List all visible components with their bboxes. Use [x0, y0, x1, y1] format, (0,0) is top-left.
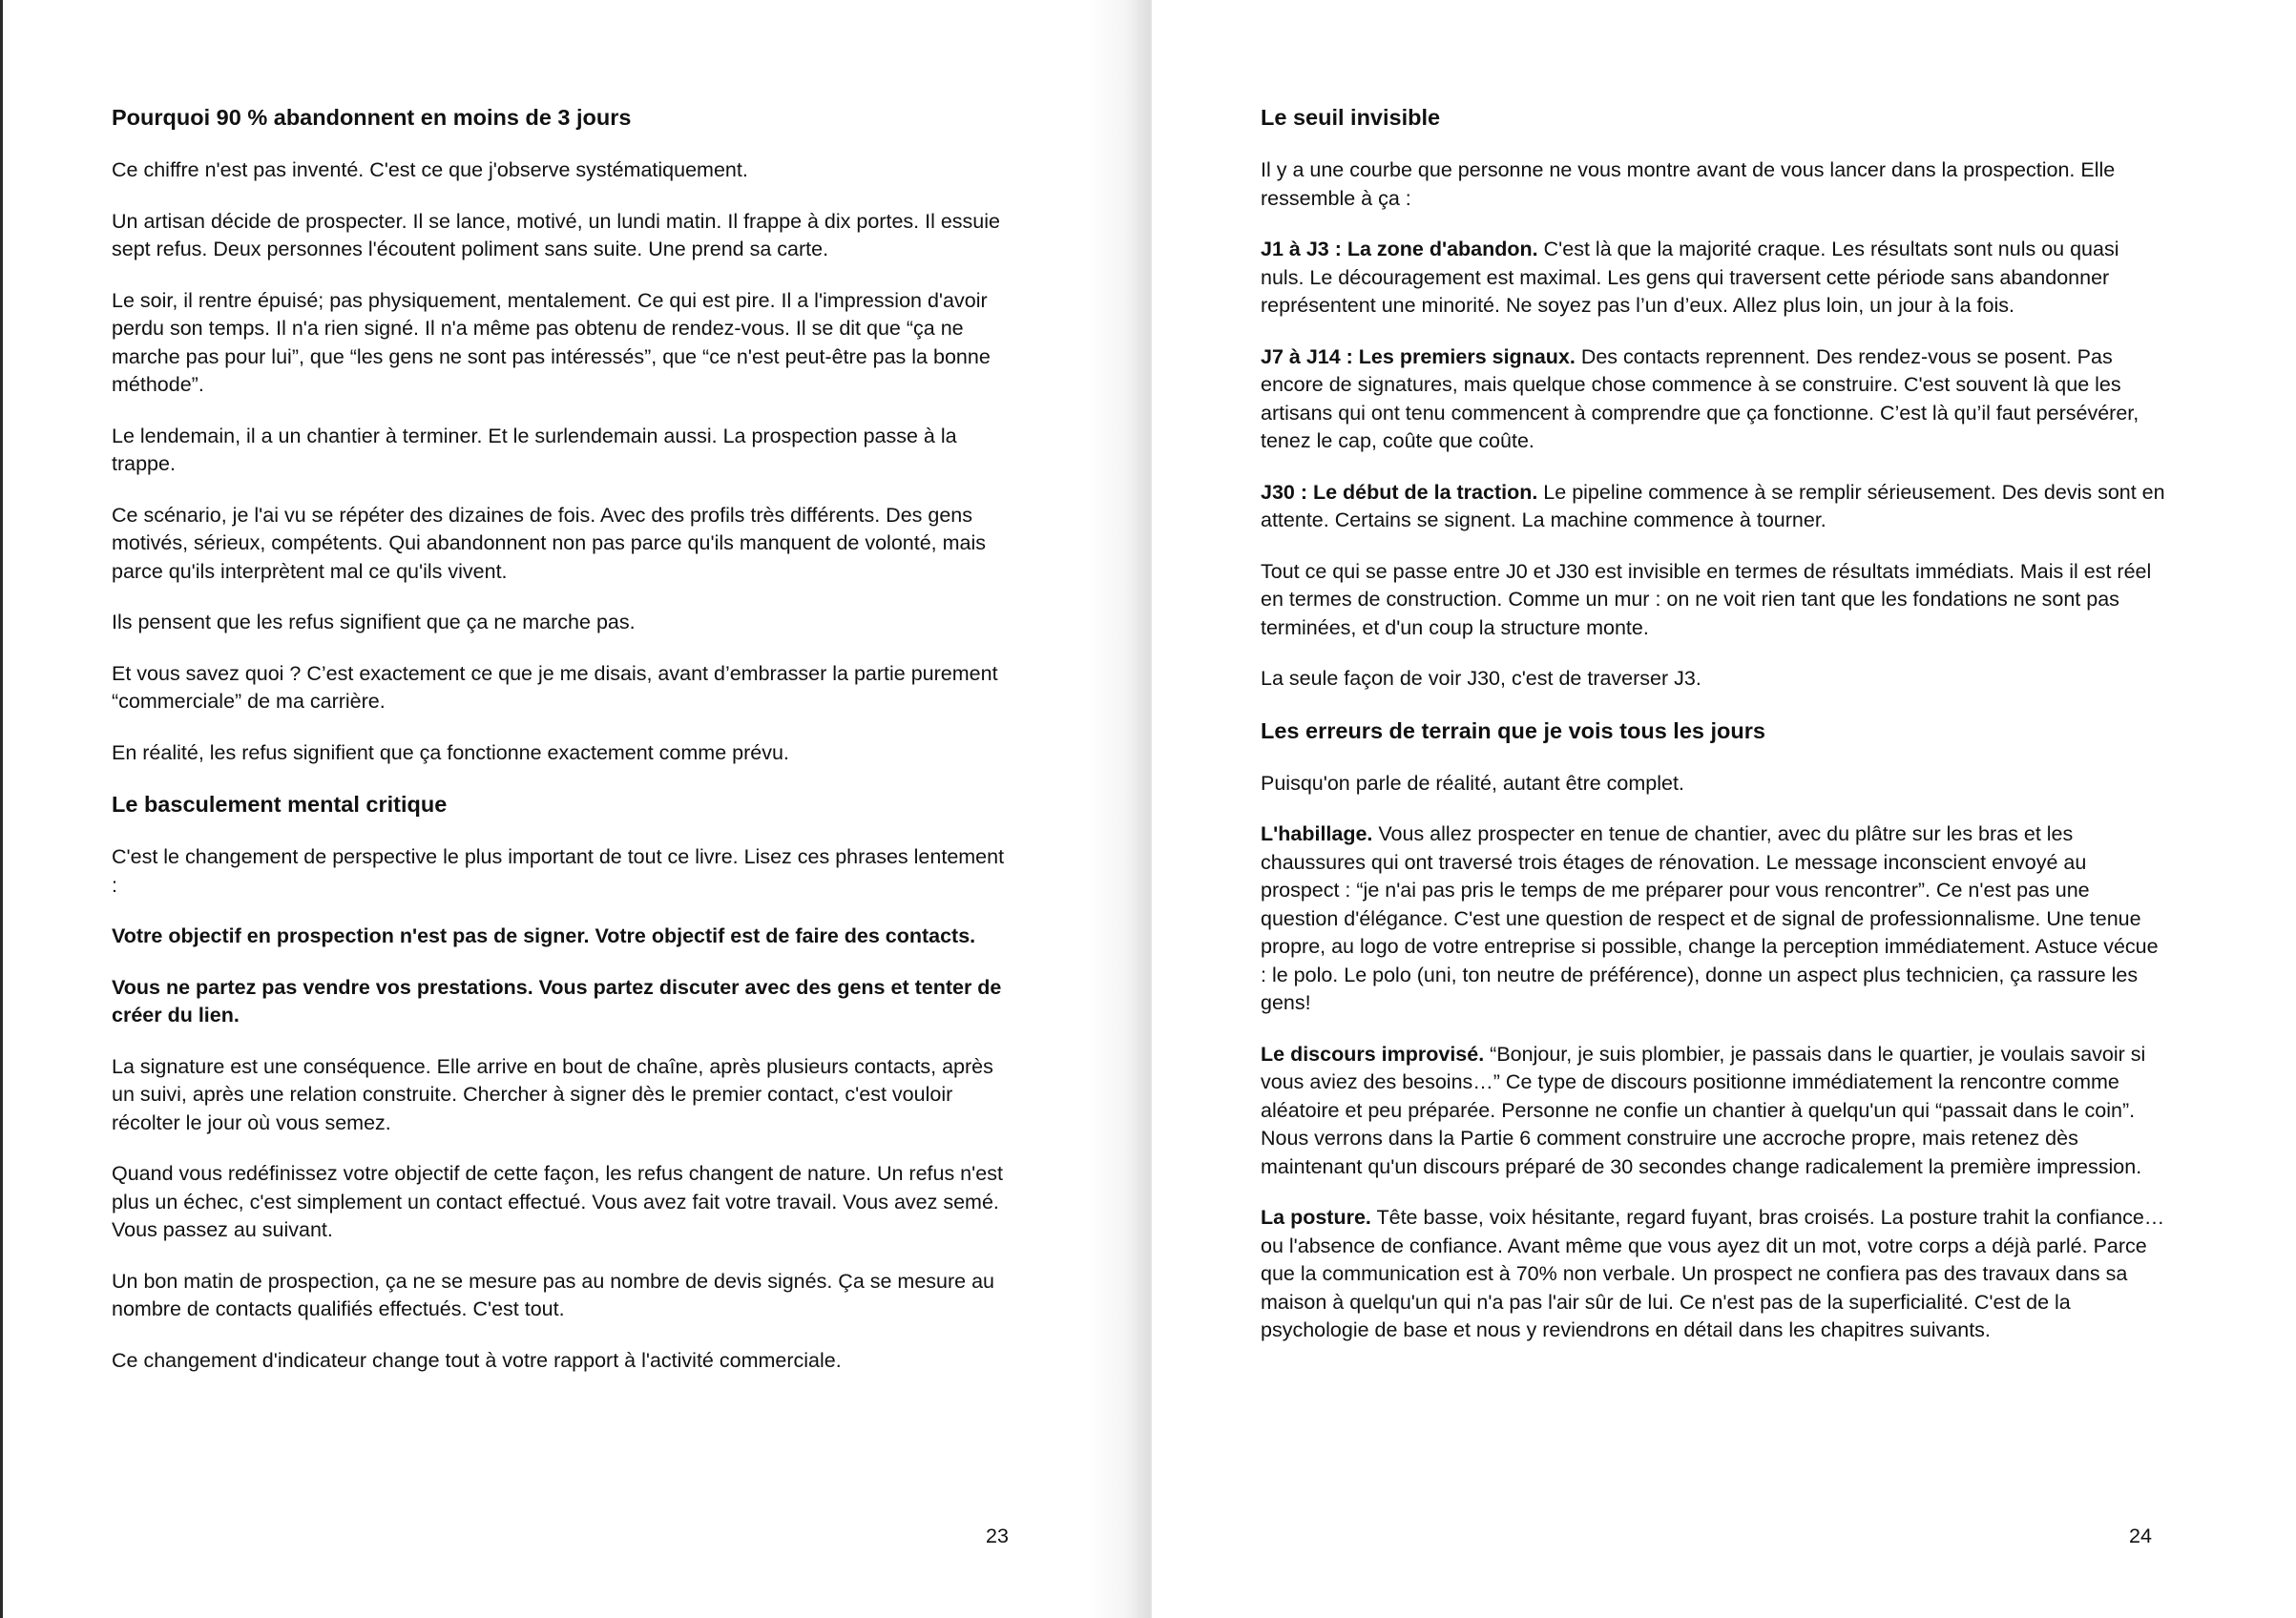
error-paragraph — [1261, 820, 2167, 1018]
bold-statement: Votre objectif en prospection n'est pas de signer. Votre objectif est de faire des contacts. — [112, 924, 976, 947]
phase-paragraph — [1261, 343, 2167, 456]
phase-lead: J7 à J14 : Les premiers signaux. — [1261, 344, 1576, 368]
paragraph: Un artisan décide de prospecter. Il se lance, motivé, un lundi matin. Il frappe à dix portes. Il essuie sept refus. Deux personnes l'écoutent poliment sans suite. Une prend sa carte. — [112, 209, 1000, 260]
error-paragraph — [1261, 1204, 2167, 1345]
paragraph: En réalité, les refus signifient que ça fonctionne exactement comme prévu. — [112, 740, 789, 764]
error-lead: La posture. — [1261, 1206, 1371, 1229]
bold-statement: Vous ne partez pas vendre vos prestations. Vous partez discuter avec des gens et tenter de créer du lien. — [112, 975, 1002, 1027]
paragraph: Et vous savez quoi ? C’est exactement ce que je me disais, avant d’embrasser la partie purement “commerciale” de ma carrière. — [112, 661, 998, 713]
phase-text: C'est là que la majorité craque. Les résultats sont nuls ou quasi nuls. Le découragement est maximal. Les gens qui traversent cette période sans abandonner représentent une minorité. Ne soyez pas l’un d’eux. Allez plus loin, un jour à la fois. — [1261, 238, 2119, 317]
paragraph: C'est le changement de perspective le plus important de tout ce livre. Lisez ces phrases lentement : — [112, 845, 1005, 897]
phase-lead: J1 à J3 : La zone d'abandon. — [1261, 238, 1538, 260]
paragraph: Ils pensent que les refus signifient que ça ne marche pas. — [112, 611, 636, 633]
paragraph: Ce scénario, je l'ai vu se répéter des dizaines de fois. Avec des profils très différents. Des gens motivés, sérieux, compétents. Qui abandonnent non pas parce qu'ils manquent de volonté, mais parce qu'ils interprètent mal ce qu'ils vivent. — [112, 503, 987, 583]
paragraph: Un bon matin de prospection, ça ne se mesure pas au nombre de devis signés. Ça se mesure au nombre de contacts qualifiés effectués. C'est tout. — [112, 1269, 995, 1320]
phase-paragraph — [1261, 479, 2167, 535]
phase-text: Des contacts reprennent. Des rendez-vous se posent. Pas encore de signatures, mais quelque chose commence à se construire. C'est souvent là que les artisans qui ont tenu commencent à comprendre que ça fonctionne. C’est là qu’il faut persévérer, tenez le cap, coûte que coûte. — [1261, 344, 2139, 452]
left-page — [0, 0, 1146, 1618]
paragraph: La seule façon de voir J30, c'est de traverser J3. — [1261, 667, 1701, 690]
page-number: 23 — [986, 1525, 1009, 1547]
error-lead: Le discours improvisé. — [1261, 1042, 1485, 1066]
paragraph: Il y a une courbe que personne ne vous montre avant de vous lancer dans la prospection. Elle ressemble à ça : — [1261, 158, 2116, 210]
error-lead: L'habillage. — [1261, 822, 1373, 845]
section-heading-abandon: Pourquoi 90 % abandonnent en moins de 3 jours — [112, 105, 632, 130]
section-heading-basculement: Le basculement mental critique — [112, 792, 448, 817]
gutter-shadow — [1088, 0, 1155, 1618]
section-heading-erreurs: Les erreurs de terrain que je vois tous les jours — [1261, 717, 1765, 743]
phase-text: Le pipeline commence à se remplir sérieusement. Des devis sont en attente. Certains se signent. La machine commence à tourner. — [1261, 480, 2165, 531]
error-text: Tête basse, voix hésitante, regard fuyant, bras croisés. La posture trahit la confiance… ou l'absence de confiance. Avant même que vous ayez dit un mot, votre corps a déjà parlé. Parce que la communication est à 70% non verbale. Un prospect ne confiera pas des travaux dans sa maison à quelqu'un qui n'a pas l'air sûr de lui. Ce n'est pas de la superficialité. C'est de la psychologie de base et nous y reviendrons en détail dans les chapitres suivants. — [1261, 1206, 2165, 1341]
paragraph: Tout ce qui se passe entre J0 et J30 est invisible en termes de résultats immédiats. Mais il est réel en termes de construction. Comme un mur : on ne voit rien tant que les fondations ne sont pas terminées, et d'un coup la structure monte. — [1261, 559, 2152, 639]
paragraph: Le soir, il rentre épuisé; pas physiquement, mentalement. Ce qui est pire. Il a l'impression d'avoir perdu son temps. Il n'a rien signé. Il n'a même pas obtenu de rendez-vous. Il se dit que “ça ne marche pas pour lui”, que “les gens ne sont pas intéressés”, que “ce n'est peut-être pas la bonne méthode”. — [112, 288, 991, 396]
error-text: “Bonjour, je suis plombier, je passais dans le quartier, je voulais savoir si vous aviez des besoins…” Ce type de discours positionne immédiatement la rencontre comme aléatoire et peu préparée. Personne ne confie un chantier à quelqu'un qui “passait dans le coin”. Nous verrons dans la Partie 6 comment construire une accroche propre, mais retenez dès maintenant qu'un discours préparé de 30 secondes change radicalement la première impression. — [1261, 1042, 2146, 1178]
left-page-content — [112, 103, 1013, 1398]
paragraph: Puisqu'on parle de réalité, autant être complet. — [1261, 771, 1684, 795]
right-page-content — [1261, 103, 2167, 1368]
paragraph: Ce chiffre n'est pas inventé. C'est ce que j'observe systématiquement. — [112, 158, 748, 181]
paragraph: Quand vous redéfinissez votre objectif de cette façon, les refus changent de nature. Un refus n'est plus un échec, c'est simplement un contact effectué. Vous avez fait votre travail. Vous avez semé. Vous passez au suivant. — [112, 1162, 1003, 1241]
error-paragraph — [1261, 1041, 2167, 1182]
phase-paragraph — [1261, 236, 2167, 321]
right-page — [1152, 0, 2296, 1618]
page-number: 24 — [2129, 1525, 2152, 1547]
phase-lead: J30 : Le début de la traction. — [1261, 480, 1538, 504]
paragraph: Le lendemain, il a un chantier à terminer. Et le surlendemain aussi. La prospection passe à la trappe. — [112, 424, 957, 475]
paragraph: Ce changement d'indicateur change tout à votre rapport à l'activité commerciale. — [112, 1348, 842, 1372]
error-text: Vous allez prospecter en tenue de chantier, avec du plâtre sur les bras et les chaussures qui ont traversé trois étages de rénovation. Le message inconscient envoyé au prospect : “je n'ai pas pris le temps de me préparer pour vous rencontrer”. Ce n'est pas une question d'élégance. C'est une question de respect et de signal de professionnalisme. Une tenue propre, au logo de votre entreprise si possible, change la perception immédiatement. Astuce vécue : le polo. Le polo (uni, ton neutre de préférence), donne un aspect plus technicien, ça rassure les gens! — [1261, 822, 2159, 1014]
section-heading-seuil: Le seuil invisible — [1261, 105, 1441, 130]
paragraph: La signature est une conséquence. Elle arrive en bout de chaîne, après plusieurs contacts, après un suivi, après une relation construite. Chercher à signer dès le premier contact, c'est vouloir récolter le jour où vous semez. — [112, 1054, 993, 1134]
